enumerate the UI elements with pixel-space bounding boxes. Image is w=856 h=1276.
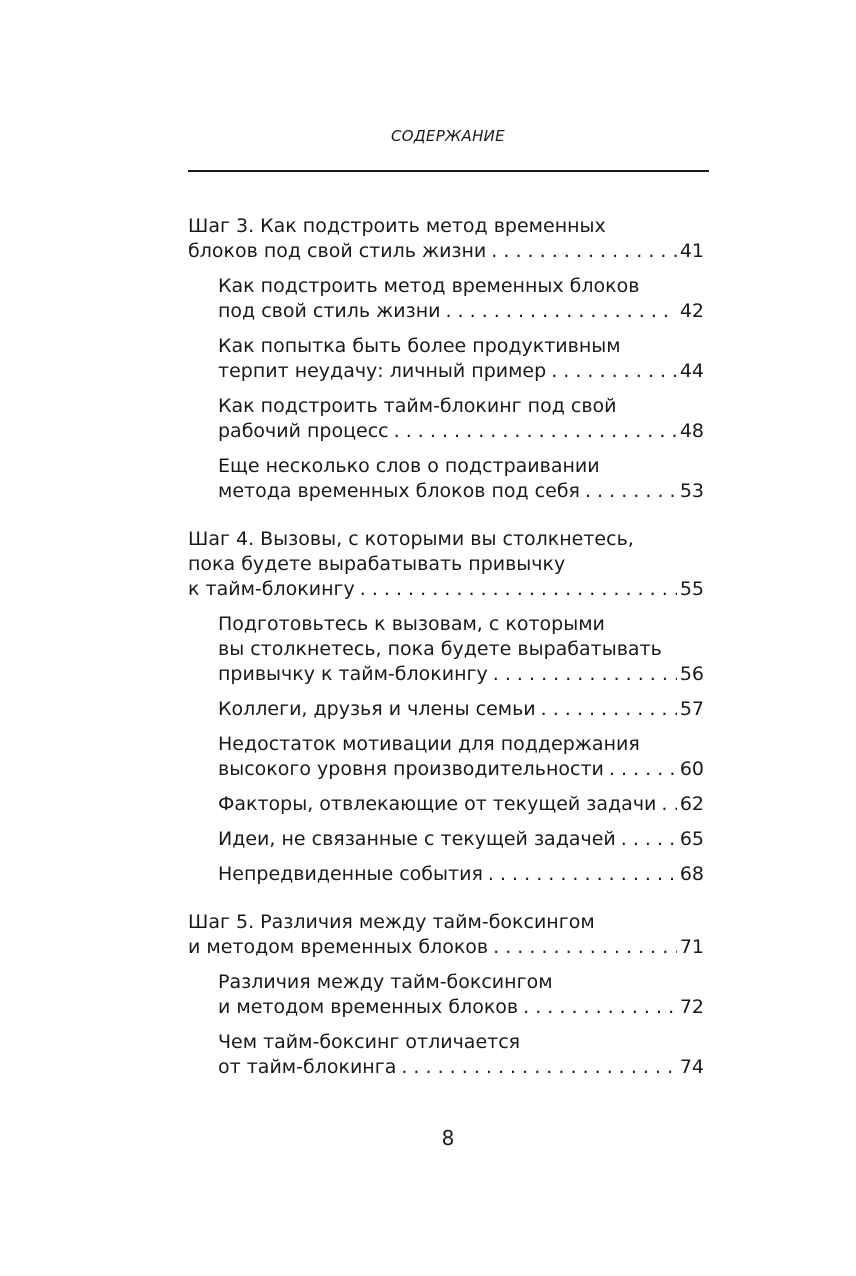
toc-page-number: 55: [679, 578, 704, 600]
toc-entry-last-line: [218, 662, 704, 687]
toc-entry-last-line: [188, 935, 704, 960]
toc-entry-title-line: Как попытка быть более продуктивным: [218, 335, 621, 357]
toc-entry-last-line: [218, 419, 704, 444]
toc-leader-dots: [551, 359, 677, 384]
toc-entry-last-line: [218, 995, 704, 1020]
toc-entry-title-line: Еще несколько слов о подстраивании: [218, 455, 600, 477]
toc-leader-dots: [609, 757, 677, 782]
toc-page-number: 41: [679, 240, 704, 262]
toc-entry-title-line: метода временных блоков под себя: [218, 480, 580, 502]
toc-page-number: 57: [679, 698, 704, 720]
toc-page-number: 74: [679, 1056, 704, 1078]
toc-entry-title-line: Чем тайм-боксинг отличается: [218, 1031, 521, 1053]
toc-section-entry[interactable]: [188, 862, 704, 887]
toc-entry-title-line: Как подстроить тайм-блокинг под свой: [218, 395, 617, 417]
toc-leader-dots: [523, 995, 677, 1020]
toc-page-number: 42: [679, 300, 704, 322]
toc-entry-title-line: Факторы, отвлекающие от текущей задачи: [218, 793, 657, 815]
running-header: СОДЕРЖАНИЕ: [391, 127, 505, 145]
toc-leader-dots: [661, 792, 676, 817]
toc-page-number: 53: [679, 480, 704, 502]
toc-chapter-entry[interactable]: [188, 910, 704, 960]
toc-entry-title-line: Непредвиденные события: [218, 863, 483, 885]
toc-entry-title-line: и методом временных блоков: [188, 936, 489, 958]
toc-leader-dots: [585, 479, 677, 504]
toc-entry-last-line: [218, 299, 704, 324]
toc-page-number: 71: [679, 936, 704, 958]
toc-entry-title-line: пока будете вырабатывать привычку: [188, 553, 566, 575]
toc-entry-title-line: Шаг 5. Различия между тайм-боксингом: [188, 911, 595, 933]
toc-leader-dots: [541, 697, 677, 722]
toc-entry-title-line: Шаг 4. Вызовы, с которыми вы столкнетесь,: [188, 528, 634, 550]
toc-entry-last-line: [218, 697, 704, 722]
toc-entry-last-line: [188, 239, 704, 264]
toc-entry-last-line: [218, 1055, 704, 1080]
toc-entry-title-line: Коллеги, друзья и члены семьи: [218, 698, 536, 720]
toc-entry-title-line: высокого уровня производительности: [218, 758, 604, 780]
toc-section-entry[interactable]: [188, 970, 704, 1020]
toc-entry-title-line: под свой стиль жизни: [218, 300, 441, 322]
toc-leader-dots: [445, 299, 676, 324]
toc-entry-title-line: терпит неудачу: личный пример: [218, 360, 547, 382]
toc-entry-title-line: к тайм-блокингу: [188, 578, 355, 600]
toc-page-number: 48: [679, 420, 704, 442]
toc-page-number: 56: [679, 663, 704, 685]
toc-entry-last-line: [188, 577, 704, 602]
toc-section-entry[interactable]: [188, 827, 704, 852]
toc-entry-last-line: [218, 862, 704, 887]
toc-page-number: 62: [679, 793, 704, 815]
toc-entry-title-line: Идеи, не связанные с текущей задачей: [218, 828, 616, 850]
toc-entry-title-line: Недостаток мотивации для поддержания: [218, 733, 640, 755]
toc-page-number: 72: [679, 996, 704, 1018]
toc-section-entry[interactable]: [188, 394, 704, 444]
toc-section-entry[interactable]: [188, 792, 704, 817]
table-of-contents: [188, 214, 704, 1080]
header-rule: [188, 170, 709, 172]
toc-entry-last-line: [218, 359, 704, 384]
toc-leader-dots: [488, 862, 677, 887]
toc-page-number: 65: [679, 828, 704, 850]
toc-entry-title-line: привычку к тайм-блокингу: [218, 663, 488, 685]
toc-entry-title-line: от тайм-блокинга: [218, 1056, 397, 1078]
toc-entry-title-line: Различия между тайм-боксингом: [218, 971, 553, 993]
toc-entry-title-line: и методом временных блоков: [218, 996, 519, 1018]
toc-entry-title-line: вы столкнетесь, пока будете вырабатывать: [218, 638, 662, 660]
toc-leader-dots: [493, 662, 677, 687]
toc-section-entry[interactable]: [188, 454, 704, 504]
toc-entry-last-line: [218, 827, 704, 852]
toc-page-number: 60: [679, 758, 704, 780]
toc-leader-dots: [401, 1055, 676, 1080]
toc-page-number: 44: [679, 360, 704, 382]
toc-leader-dots: [621, 827, 677, 852]
toc-entry-title-line: блоков под свой стиль жизни: [188, 240, 487, 262]
toc-section-entry[interactable]: [188, 1030, 704, 1080]
toc-entry-title-line: рабочий процесс: [218, 420, 389, 442]
page-number: 8: [441, 1126, 455, 1150]
toc-section-entry[interactable]: [188, 697, 704, 722]
toc-chapter-entry[interactable]: [188, 527, 704, 602]
toc-entry-last-line: [218, 757, 704, 782]
toc-section-entry[interactable]: [188, 732, 704, 782]
toc-leader-dots: [491, 239, 677, 264]
toc-leader-dots: [360, 577, 677, 602]
toc-entry-last-line: [218, 792, 704, 817]
toc-entry-title-line: Шаг 3. Как подстроить метод временных: [188, 215, 606, 237]
toc-leader-dots: [394, 419, 677, 444]
toc-section-entry[interactable]: [188, 334, 704, 384]
toc-entry-title-line: Подготовьтесь к вызовам, с которыми: [218, 613, 605, 635]
toc-entry-last-line: [218, 479, 704, 504]
toc-page-number: 68: [679, 863, 704, 885]
toc-entry-title-line: Как подстроить метод временных блоков: [218, 275, 640, 297]
toc-leader-dots: [493, 935, 677, 960]
toc-chapter-entry[interactable]: [188, 214, 704, 264]
toc-section-entry[interactable]: [188, 274, 704, 324]
toc-section-entry[interactable]: [188, 612, 704, 687]
